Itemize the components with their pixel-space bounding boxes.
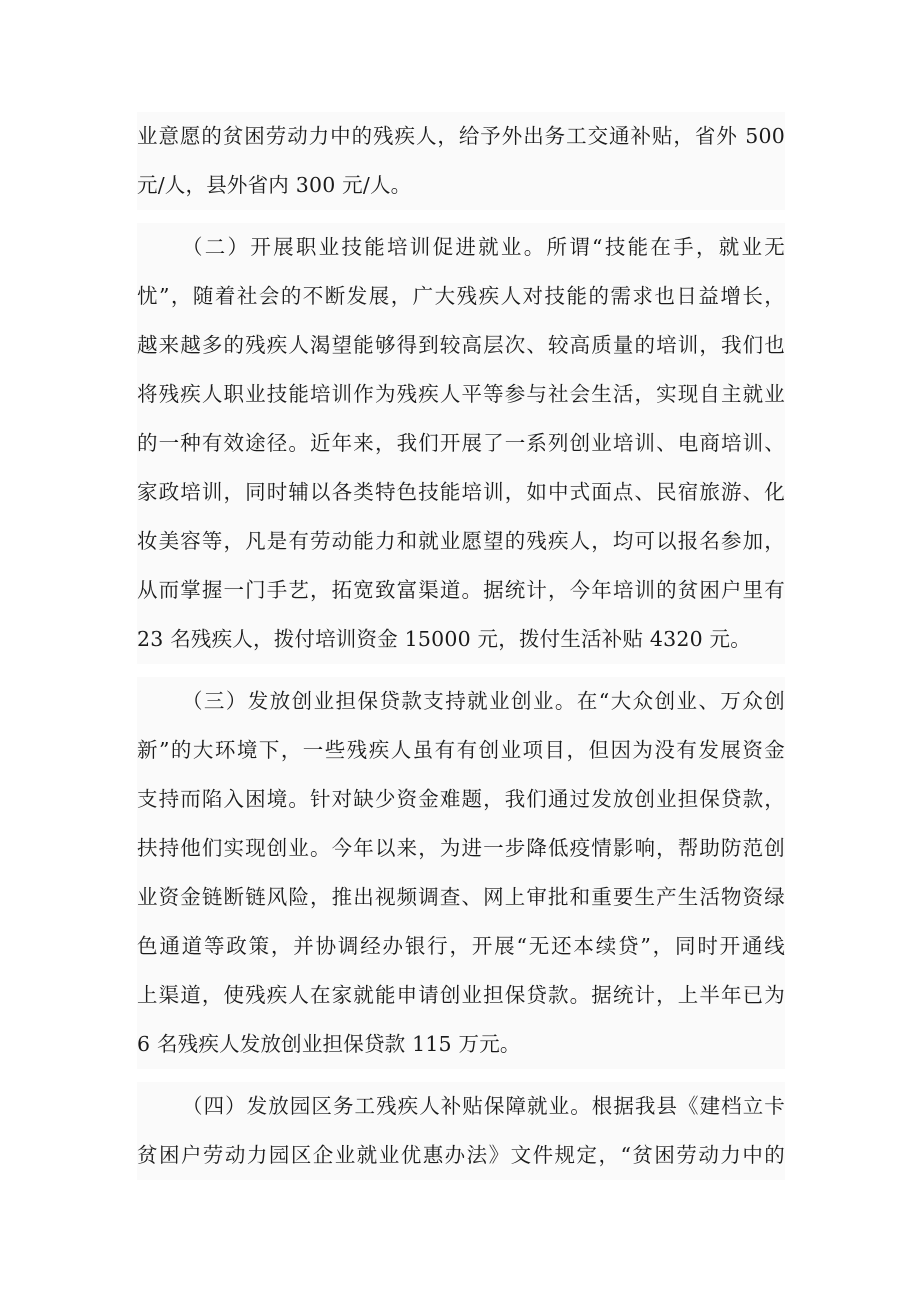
text-line: 贫困户劳动力园区企业就业优惠办法》文件规定，“贫困劳动力中的 (137, 1131, 785, 1180)
text-line: 色通道等政策，并协调经办银行，开展“无还本续贷”，同时开通线 (137, 922, 785, 971)
text-line: 忧”，随着社会的不断发展，广大残疾人对技能的需求也日益增长， (137, 272, 785, 321)
text-line: 扶持他们实现创业。今年以来，为进一步降低疫情影响，帮助防范创 (137, 824, 785, 873)
text-line: 家政培训，同时辅以各类特色技能培训，如中式面点、民宿旅游、化 (137, 468, 785, 517)
paragraph-skills-training (137, 223, 785, 664)
text-line: 6 名残疾人发放创业担保贷款 115 万元。 (137, 1020, 785, 1069)
text-line: 23 名残疾人，拨付培训资金 15000 元，拨付生活补贴 4320 元。 (137, 615, 785, 664)
text-line: 元/人，县外省内 300 元/人。 (137, 161, 785, 210)
text-line: 支持而陷入困境。针对缺少资金难题，我们通过发放创业担保贷款， (137, 775, 785, 824)
text-line: 越来越多的残疾人渴望能够得到较高层次、较高质量的培训，我们也 (137, 321, 785, 370)
text-line: 上渠道，使残疾人在家就能申请创业担保贷款。据统计，上半年已为 (137, 971, 785, 1020)
text-line: 从而掌握一门手艺，拓宽致富渠道。据统计，今年培训的贫困户里有 (137, 566, 785, 615)
document-page (137, 112, 785, 1180)
text-line: （四）发放园区务工残疾人补贴保障就业。根据我县《建档立卡 (137, 1082, 785, 1131)
text-line: 业资金链断链风险，推出视频调查、网上审批和重要生产生活物资绿 (137, 873, 785, 922)
text-line: 妆美容等，凡是有劳动能力和就业愿望的残疾人，均可以报名参加， (137, 517, 785, 566)
text-line: 将残疾人职业技能培训作为残疾人平等参与社会生活，实现自主就业 (137, 370, 785, 419)
paragraph-park-subsidy (137, 1082, 785, 1180)
text-line: （三）发放创业担保贷款支持就业创业。在“大众创业、万众创 (137, 677, 785, 726)
text-line: 业意愿的贫困劳动力中的残疾人，给予外出务工交通补贴，省外 500 (137, 112, 785, 161)
text-line: （二）开展职业技能培训促进就业。所谓“技能在手，就业无 (137, 223, 785, 272)
text-line: 的一种有效途径。近年来，我们开展了一系列创业培训、电商培训、 (137, 419, 785, 468)
paragraph-startup-loans (137, 677, 785, 1069)
text-line: 新”的大环境下，一些残疾人虽有有创业项目，但因为没有发展资金 (137, 726, 785, 775)
paragraph-transport-subsidy (137, 112, 785, 210)
